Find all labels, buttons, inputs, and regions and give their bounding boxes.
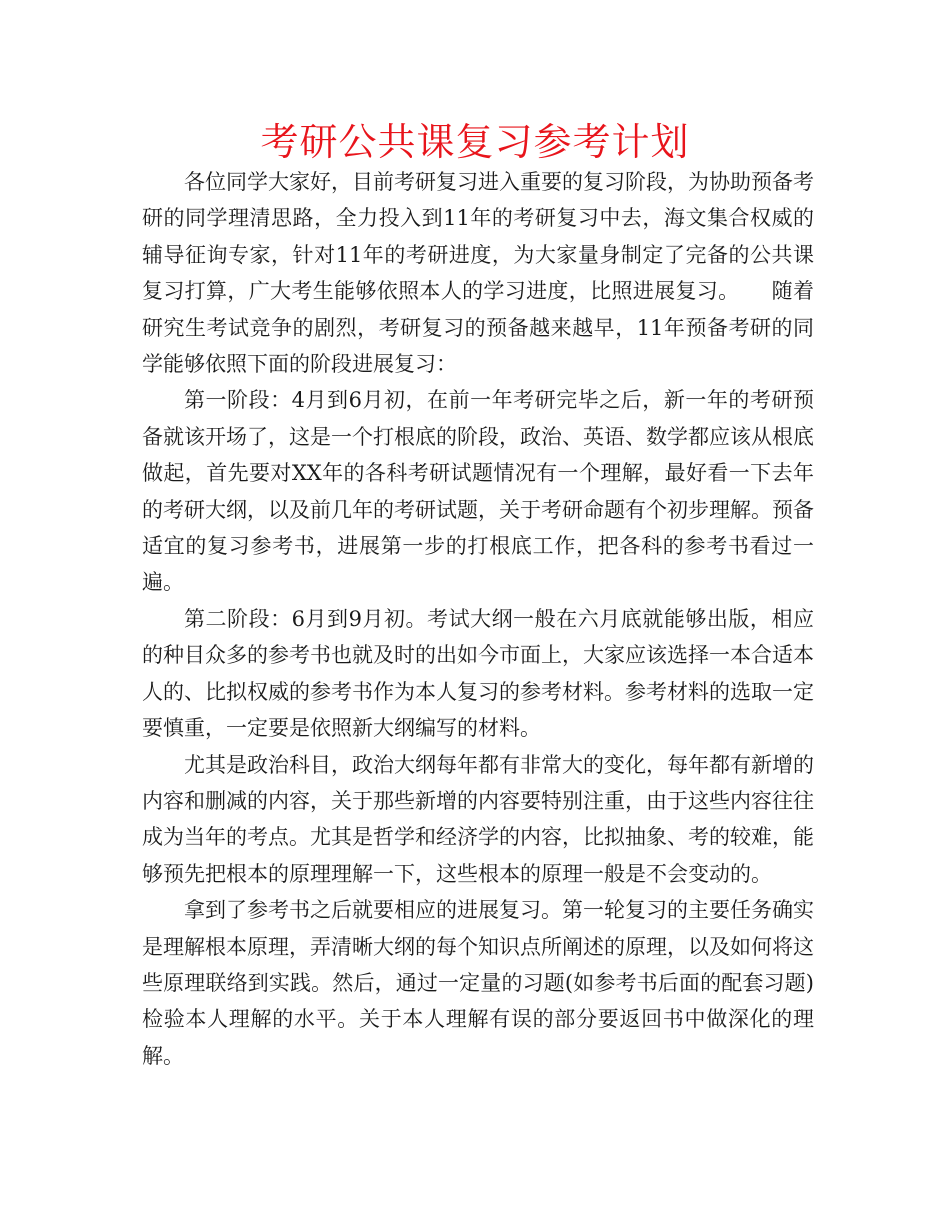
- paragraph-politics: 尤其是政治科目，政治大纲每年都有非常大的变化，每年都有新增的内容和删减的内容，关于那些新增的内容要特别注重，由于这些内容往往成为当年的考点。尤其是哲学和经济学的内容，比拟抽象、考的较难，能够预先把根本的原理理解一下，这些根本的原理一般是不会变动的。: [142, 752, 814, 886]
- paragraph-intro: 各位同学大家好，目前考研复习进入重要的复习阶段，为协助预备考研的同学理清思路，全力投入到11年的考研复习中去，海文集合权威的辅导征询专家，针对11年的考研进度，为大家量身制定了完备的公共课复习打算，广大考生能够依照本人的学习进度，比照进展复习。 随着研究生考试竞争的剧烈，考研复习的预备越来越早，11年预备考研的同学能够依照下面的阶段进展复习：: [142, 170, 814, 377]
- document-body: [142, 164, 814, 1074]
- paragraph-stage-one: 第一阶段：4月到6月初，在前一年考研完毕之后，新一年的考研预备就该开场了，这是一个打根底的阶段，政治、英语、数学都应该从根底做起，首先要对XX年的各科考研试题情况有一个理解，最好看一下去年的考研大纲，以及前几年的考研试题，关于考研命题有个初步理解。预备适宜的复习参考书，进展第一步的打根底工作，把各科的参考书看过一遍。: [142, 388, 814, 595]
- document-title: 考研公共课复习参考计划: [260, 120, 690, 164]
- paragraph-stage-two: 第二阶段：6月到9月初。考试大纲一般在六月底就能够出版，相应的种目众多的参考书也就及时的出如今市面上，大家应该选择一本合适本人的、比拟权威的参考书作为本人复习的参考材料。参考材料的选取一定要慎重，一定要是依照新大纲编写的材料。: [142, 606, 814, 741]
- paragraph-review: 拿到了参考书之后就要相应的进展复习。第一轮复习的主要任务确实是理解根本原理，弄清晰大纲的每个知识点所阐述的原理，以及如何将这些原理联络到实践。然后，通过一定量的习题(如参考书后面的配套习题)检验本人理解的水平。关于本人理解有误的部分要返回书中做深化的理解。: [142, 898, 814, 1068]
